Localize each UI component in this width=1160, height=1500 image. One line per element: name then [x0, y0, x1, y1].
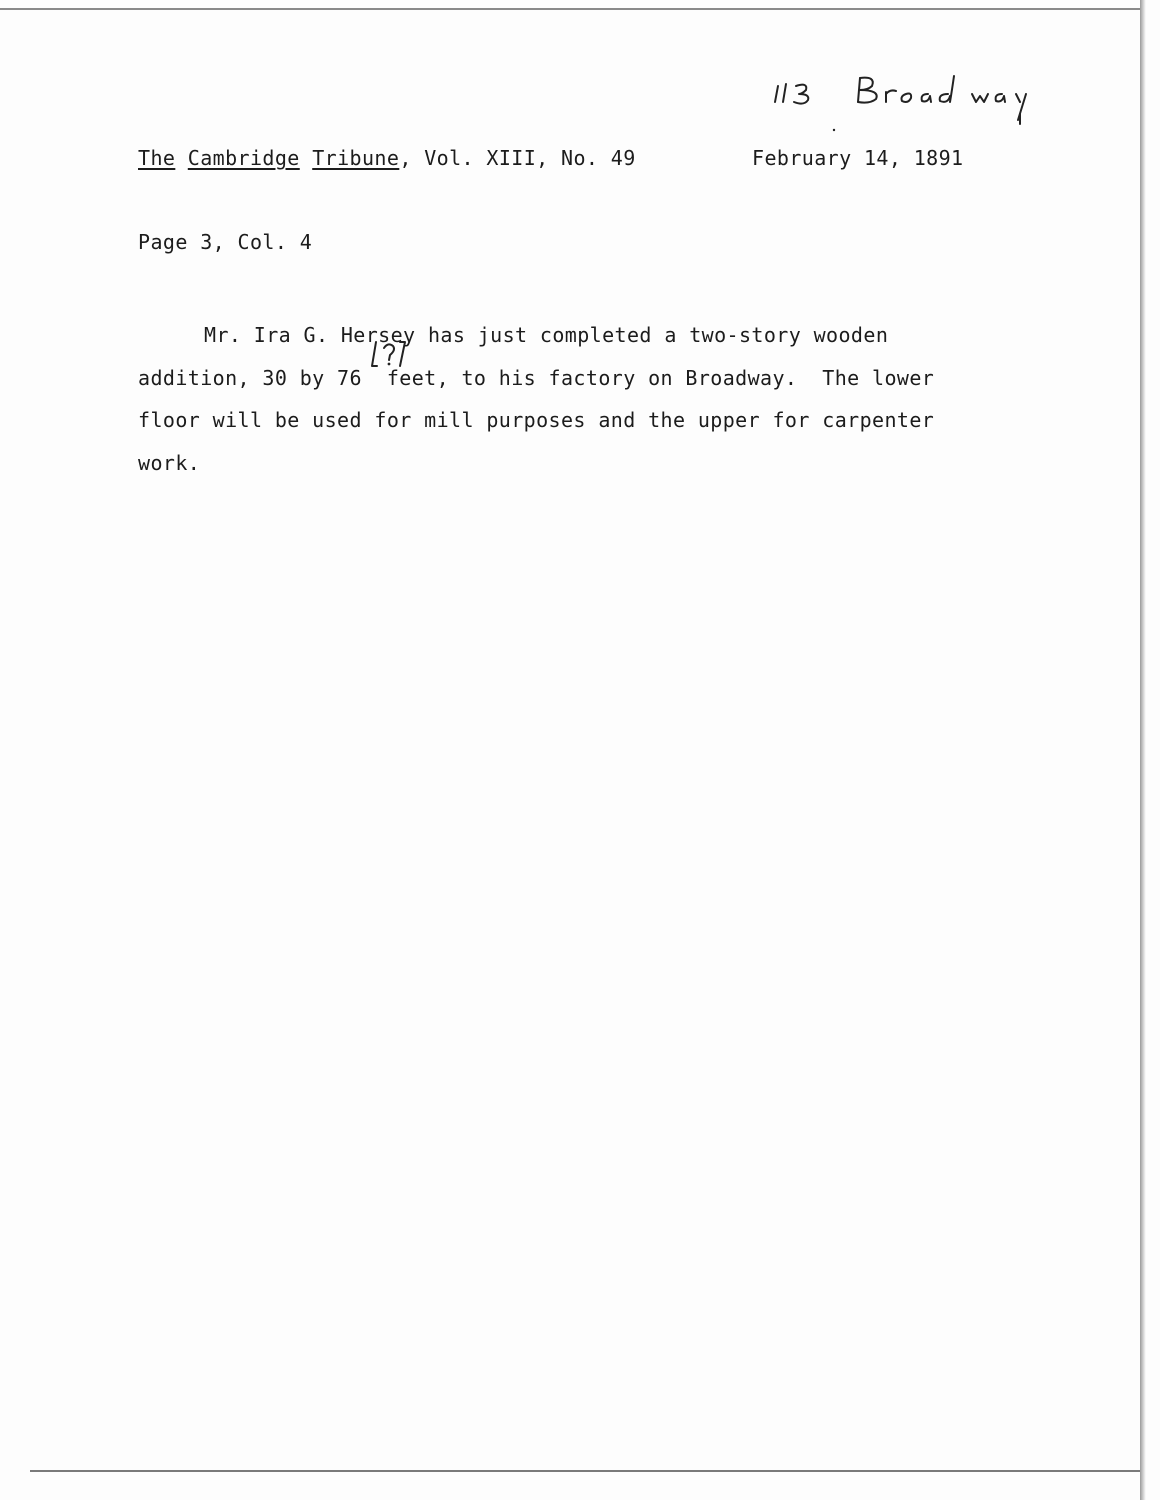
scan-bottom-edge — [30, 1470, 1140, 1472]
scan-right-edge — [1140, 0, 1146, 1500]
scan-top-edge — [0, 8, 1140, 10]
body-line: work. — [138, 451, 201, 475]
newspaper-name-word: Tribune — [312, 146, 400, 170]
body-line: floor will be used for mill purposes and the upper for carpenter — [138, 408, 935, 432]
body-line: addition, 30 by 76 feet, to his factory on Broadway. The lower — [138, 366, 935, 390]
newspaper-name-word: The — [138, 146, 176, 170]
publication-date: February 14, 1891 — [752, 146, 964, 170]
page-column-reference: Page 3, Col. 4 — [138, 230, 313, 254]
citation-line — [138, 148, 636, 168]
newspaper-name-word: Cambridge — [187, 146, 300, 170]
body-line: Mr. Ira G. Hersey has just completed a two-story wooden — [204, 323, 889, 347]
handwritten-note — [772, 72, 1042, 132]
volume-info: , Vol. XIII, No. 49 — [399, 146, 636, 170]
